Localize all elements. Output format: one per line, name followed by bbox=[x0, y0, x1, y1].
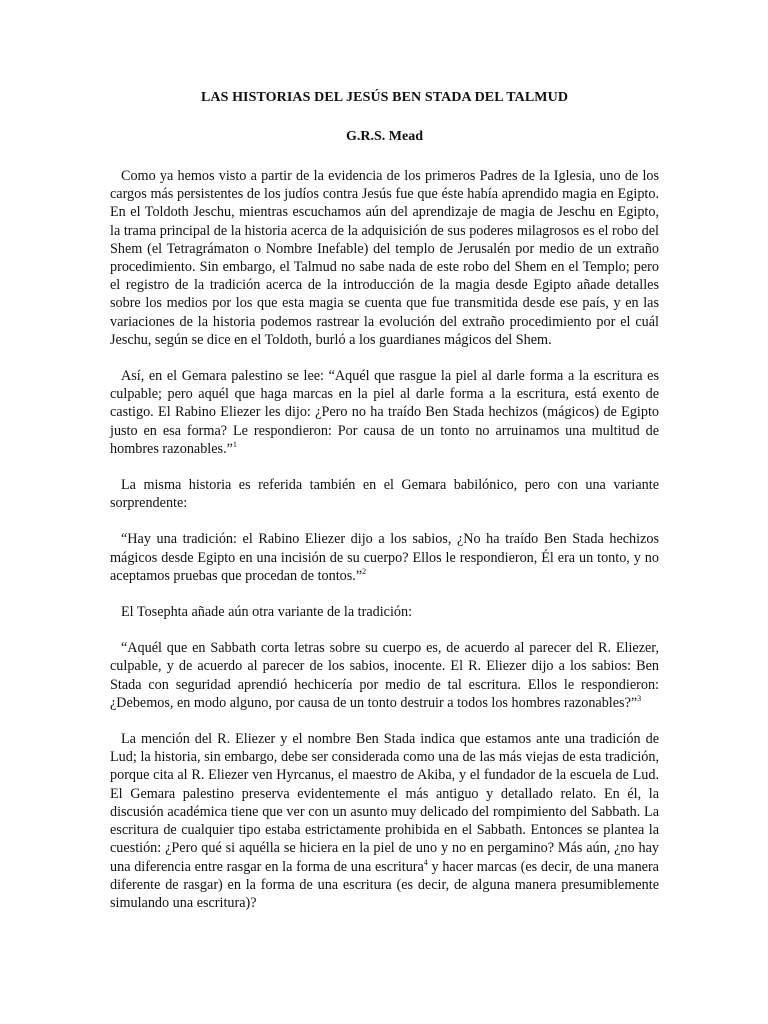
paragraph-7 bbox=[110, 730, 659, 912]
paragraph-text: Como ya hemos visto a partir de la evidencia de los primeros Padres de la Iglesia, uno de los cargos más persistentes de los judíos contra Jesús fue que éste había aprendido magia en Egipto. En el Toldoth Jeschu, mientras escuchamos aún del aprendizaje de magia de Jeschu en Egipto, la trama principal de la historia acerca de la adquisición de sus poderes milagrosos es el robo del Shem (el Tetragrámaton o Nombre Inefable) del templo de Jerusalén por medio de un extraño procedimiento. Sin embargo, el Talmud no sabe nada de este robo del Shem en el Templo; pero el registro de la tradición acerca de la introducción de la magia desde Egipto añade detalles sobre los medios por los que esta magia se cuenta que fue transmitida desde ese país, y en las variaciones de la historia podemos rastrear la evolución del extraño procedimiento por el cuál Jeschu, según se dice en el Toldoth, burló a los guardianes mágicos del Shem. bbox=[110, 168, 659, 348]
footnote-marker: 2 bbox=[362, 566, 367, 576]
paragraph-5 bbox=[110, 603, 659, 621]
paragraph-text: “Hay una tradición: el Rabino Eliezer dijo a los sabios, ¿No ha traído Ben Stada hechizos mágicos desde Egipto en una incisión de su cuerpo? Ellos le respondieron, Él era un tonto, y no aceptamos pruebas que procedan de tontos.” bbox=[110, 531, 659, 584]
document-page bbox=[110, 89, 659, 912]
paragraph-3 bbox=[110, 476, 659, 512]
footnote-marker: 1 bbox=[232, 439, 237, 449]
document-author: G.R.S. Mead bbox=[346, 129, 423, 144]
footnote-marker: 4 bbox=[423, 857, 428, 867]
paragraph-text: y hacer marcas (es decir, de una manera diferente de rasgar) en la forma de una escritura (es decir, de alguna manera presumiblemente simulando una escritura)? bbox=[110, 858, 659, 911]
document-title: LAS HISTORIAS DEL JESÚS BEN STADA DEL TALMUD bbox=[200, 90, 569, 105]
paragraph-text: Así, en el Gemara palestino se lee: “Aquél que rasgue la piel al darle forma a la escritura es culpable; pero aquél que haga marcas en la piel al darle forma a la escritura, está exento de castigo. El Rabino Eliezer les dijo: ¿Pero no ha traído Ben Stada hechizos (mágicos) de Egipto justo en esa forma? Le respondieron: Por causa de un tonto no arruinamos una multitud de hombres razonables.” bbox=[110, 368, 659, 457]
paragraph-6 bbox=[110, 639, 659, 712]
paragraph-2 bbox=[110, 367, 659, 458]
paragraph-text: La mención del R. Eliezer y el nombre Ben Stada indica que estamos ante una tradición de Lud; la historia, sin embargo, debe ser considerada como una de las más viejas de esta tradición, porque cita al R. Eliezer ven Hyrcanus, el maestro de Akiba, y el fundador de la escuela de Lud. El Gemara palestino preserva evidentemente el más antiguo y detallado relato. En él, la discusión académica tiene que ver con un asunto muy delicado del rompimiento del Sabbath. La escritura de cualquier tipo estaba estrictamente prohibida en el Sabbath. Entonces se plantea la cuestión: ¿Pero qué si aquélla se hiciera en la piel de uno y no en pergamino? Más aún, ¿no hay una diferencia entre rasgar en la forma de una escritura bbox=[110, 731, 659, 875]
paragraph-4 bbox=[110, 530, 659, 585]
paragraph-text: “Aquél que en Sabbath corta letras sobre su cuerpo es, de acuerdo al parecer del R. Eliezer, culpable, y de acuerdo al parecer de los sabios, inocente. El R. Eliezer dijo a los sabios: Ben Stada con seguridad aprendió hechicería por medio de tal escritura. Ellos le respondieron: ¿Debemos, en modo alguno, por causa de un tonto destruir a todos los hombres razonables?” bbox=[110, 640, 659, 711]
paragraph-1 bbox=[110, 167, 659, 349]
footnote-marker: 3 bbox=[637, 693, 642, 703]
paragraph-text: El Tosephta añade aún otra variante de la tradición: bbox=[121, 604, 413, 621]
paragraph-text: La misma historia es referida también en el Gemara babilónico, pero con una variante sorprendente: bbox=[110, 477, 659, 512]
